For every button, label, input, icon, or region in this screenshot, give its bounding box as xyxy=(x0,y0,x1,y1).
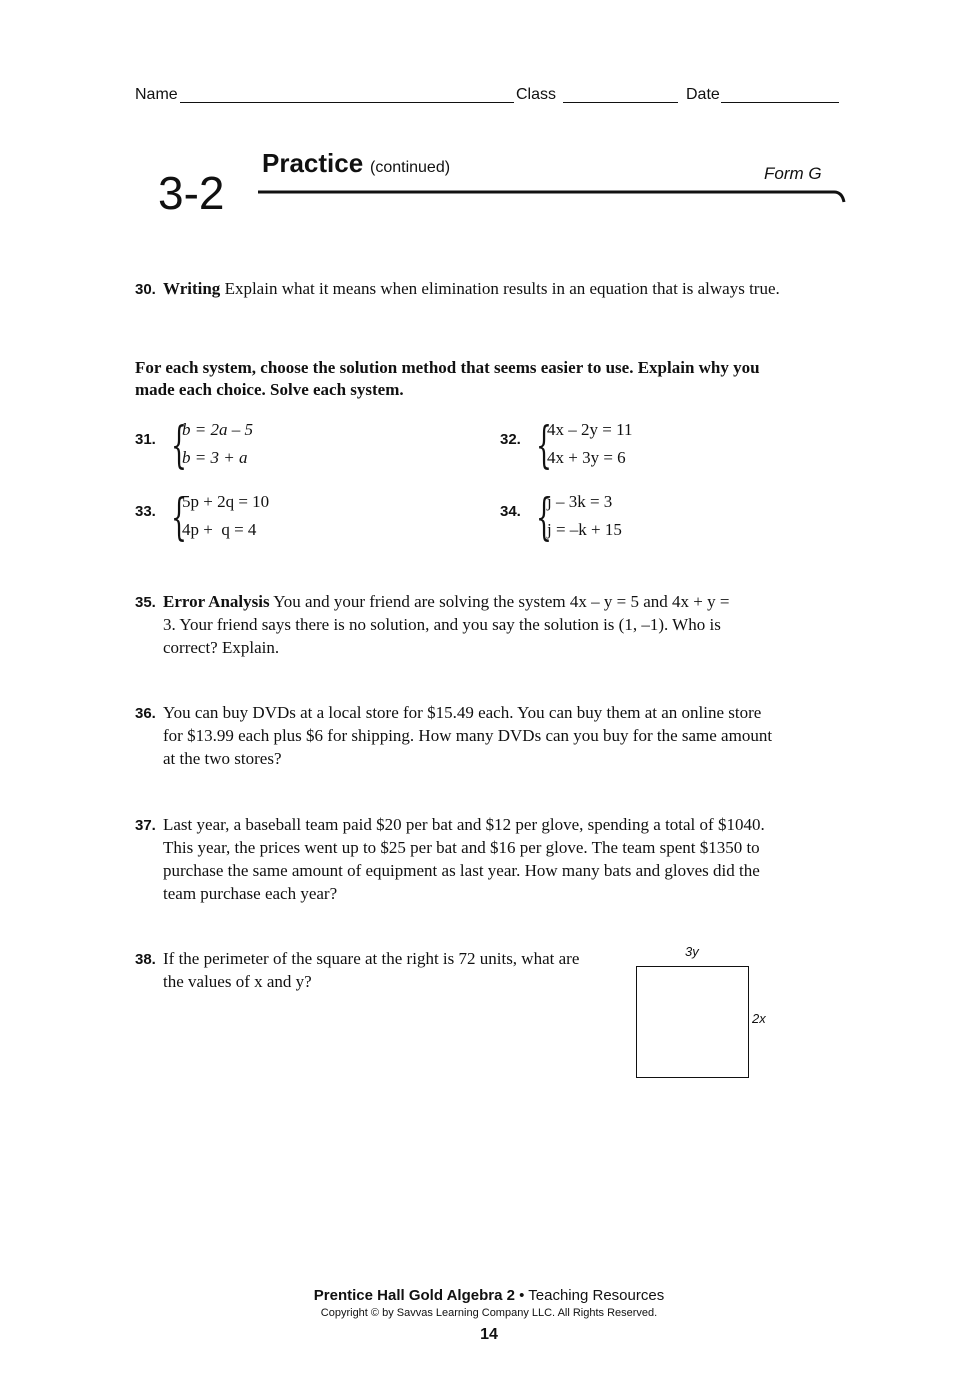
footer-copyright: Copyright © by Savvas Learning Company LLC. All Rights Reserved. xyxy=(320,1307,658,1319)
equation-1: j – 3k = 3 xyxy=(547,492,613,511)
equation-1: 4x – 2y = 11 xyxy=(547,420,633,439)
problem-text: You and your friend are solving the system 4x – y = 5 and 4x + y = 3. Your friend says there is no solution, and you say the solution is (1, –1). Who is correct? Explain. xyxy=(163,592,730,657)
page-subtitle: (continued) xyxy=(370,159,451,176)
name-field-line[interactable] xyxy=(180,102,514,103)
form-label: Form G xyxy=(764,164,822,183)
name-label: Name xyxy=(135,86,178,103)
problem-number: 32. xyxy=(500,431,521,448)
problem-lead: Error Analysis xyxy=(163,592,270,611)
problem-number: 37. xyxy=(135,817,156,834)
equation-1: b = 2a – 5 xyxy=(182,420,253,439)
page-title: Practice xyxy=(262,148,364,178)
problem-38 xyxy=(135,947,585,993)
problem-30 xyxy=(135,277,795,300)
footer-resource: Teaching Resources xyxy=(528,1287,665,1304)
equation-2: j = –k + 15 xyxy=(547,520,622,539)
problem-text: Last year, a baseball team paid $20 per bat and $12 per glove, spending a total of $1040. This year, the prices went up to $25 per bat and $16 per glove. The team spent $1350 to purchase the same amount of equipment as last year. How many bats and gloves did the team purchase each year? xyxy=(163,815,765,903)
equation-2: 4p + q = 4 xyxy=(182,520,257,539)
equation-2: 4x + 3y = 6 xyxy=(547,448,626,467)
problem-text: You can buy DVDs at a local store for $15.49 each. You can buy them at an online store for $13.99 each plus $6 for shipping. How many DVDs can you buy for the same amount at the two stores? xyxy=(163,703,773,768)
problem-text: Explain what it means when elimination results in an equation that is always true. xyxy=(220,279,780,298)
problem-lead: Writing xyxy=(163,279,221,298)
problem-number: 30. xyxy=(135,281,156,298)
problem-number: 31. xyxy=(135,431,156,448)
square-top-label: 3y xyxy=(685,944,699,959)
problem-text: If the perimeter of the square at the right is 72 units, what are the values of x and y? xyxy=(163,949,580,991)
footer-title xyxy=(0,1287,978,1304)
square-figure xyxy=(636,966,749,1078)
brace-icon: { xyxy=(536,416,552,474)
class-field-line[interactable] xyxy=(563,102,678,103)
footer-bullet: • xyxy=(514,1287,529,1304)
page-number: 14 xyxy=(480,1326,498,1343)
problem-number: 34. xyxy=(500,503,521,520)
problem-number: 36. xyxy=(135,705,156,722)
problem-number: 35. xyxy=(135,594,156,611)
date-label: Date xyxy=(686,86,720,103)
footer-book: Prentice Hall Gold Algebra 2 xyxy=(313,1287,515,1304)
problem-36 xyxy=(135,701,775,770)
problem-37 xyxy=(135,813,765,905)
date-field-line[interactable] xyxy=(721,102,839,103)
problem-35 xyxy=(135,590,735,659)
problem-number: 33. xyxy=(135,503,156,520)
equation-2: b = 3 + a xyxy=(182,448,248,467)
brace-icon: { xyxy=(171,488,187,546)
brace-icon: { xyxy=(536,488,552,546)
banner-rule xyxy=(256,186,848,210)
class-label: Class xyxy=(516,86,557,103)
lesson-number: 3-2 xyxy=(158,167,225,219)
equation-1: 5p + 2q = 10 xyxy=(182,492,270,511)
square-side-label: 2x xyxy=(752,1011,766,1026)
problem-number: 38. xyxy=(135,951,156,968)
brace-icon: { xyxy=(171,416,187,474)
directions: For each system, choose the solution method that seems easier to use. Explain why you made each choice. Solve each system. xyxy=(135,358,760,399)
